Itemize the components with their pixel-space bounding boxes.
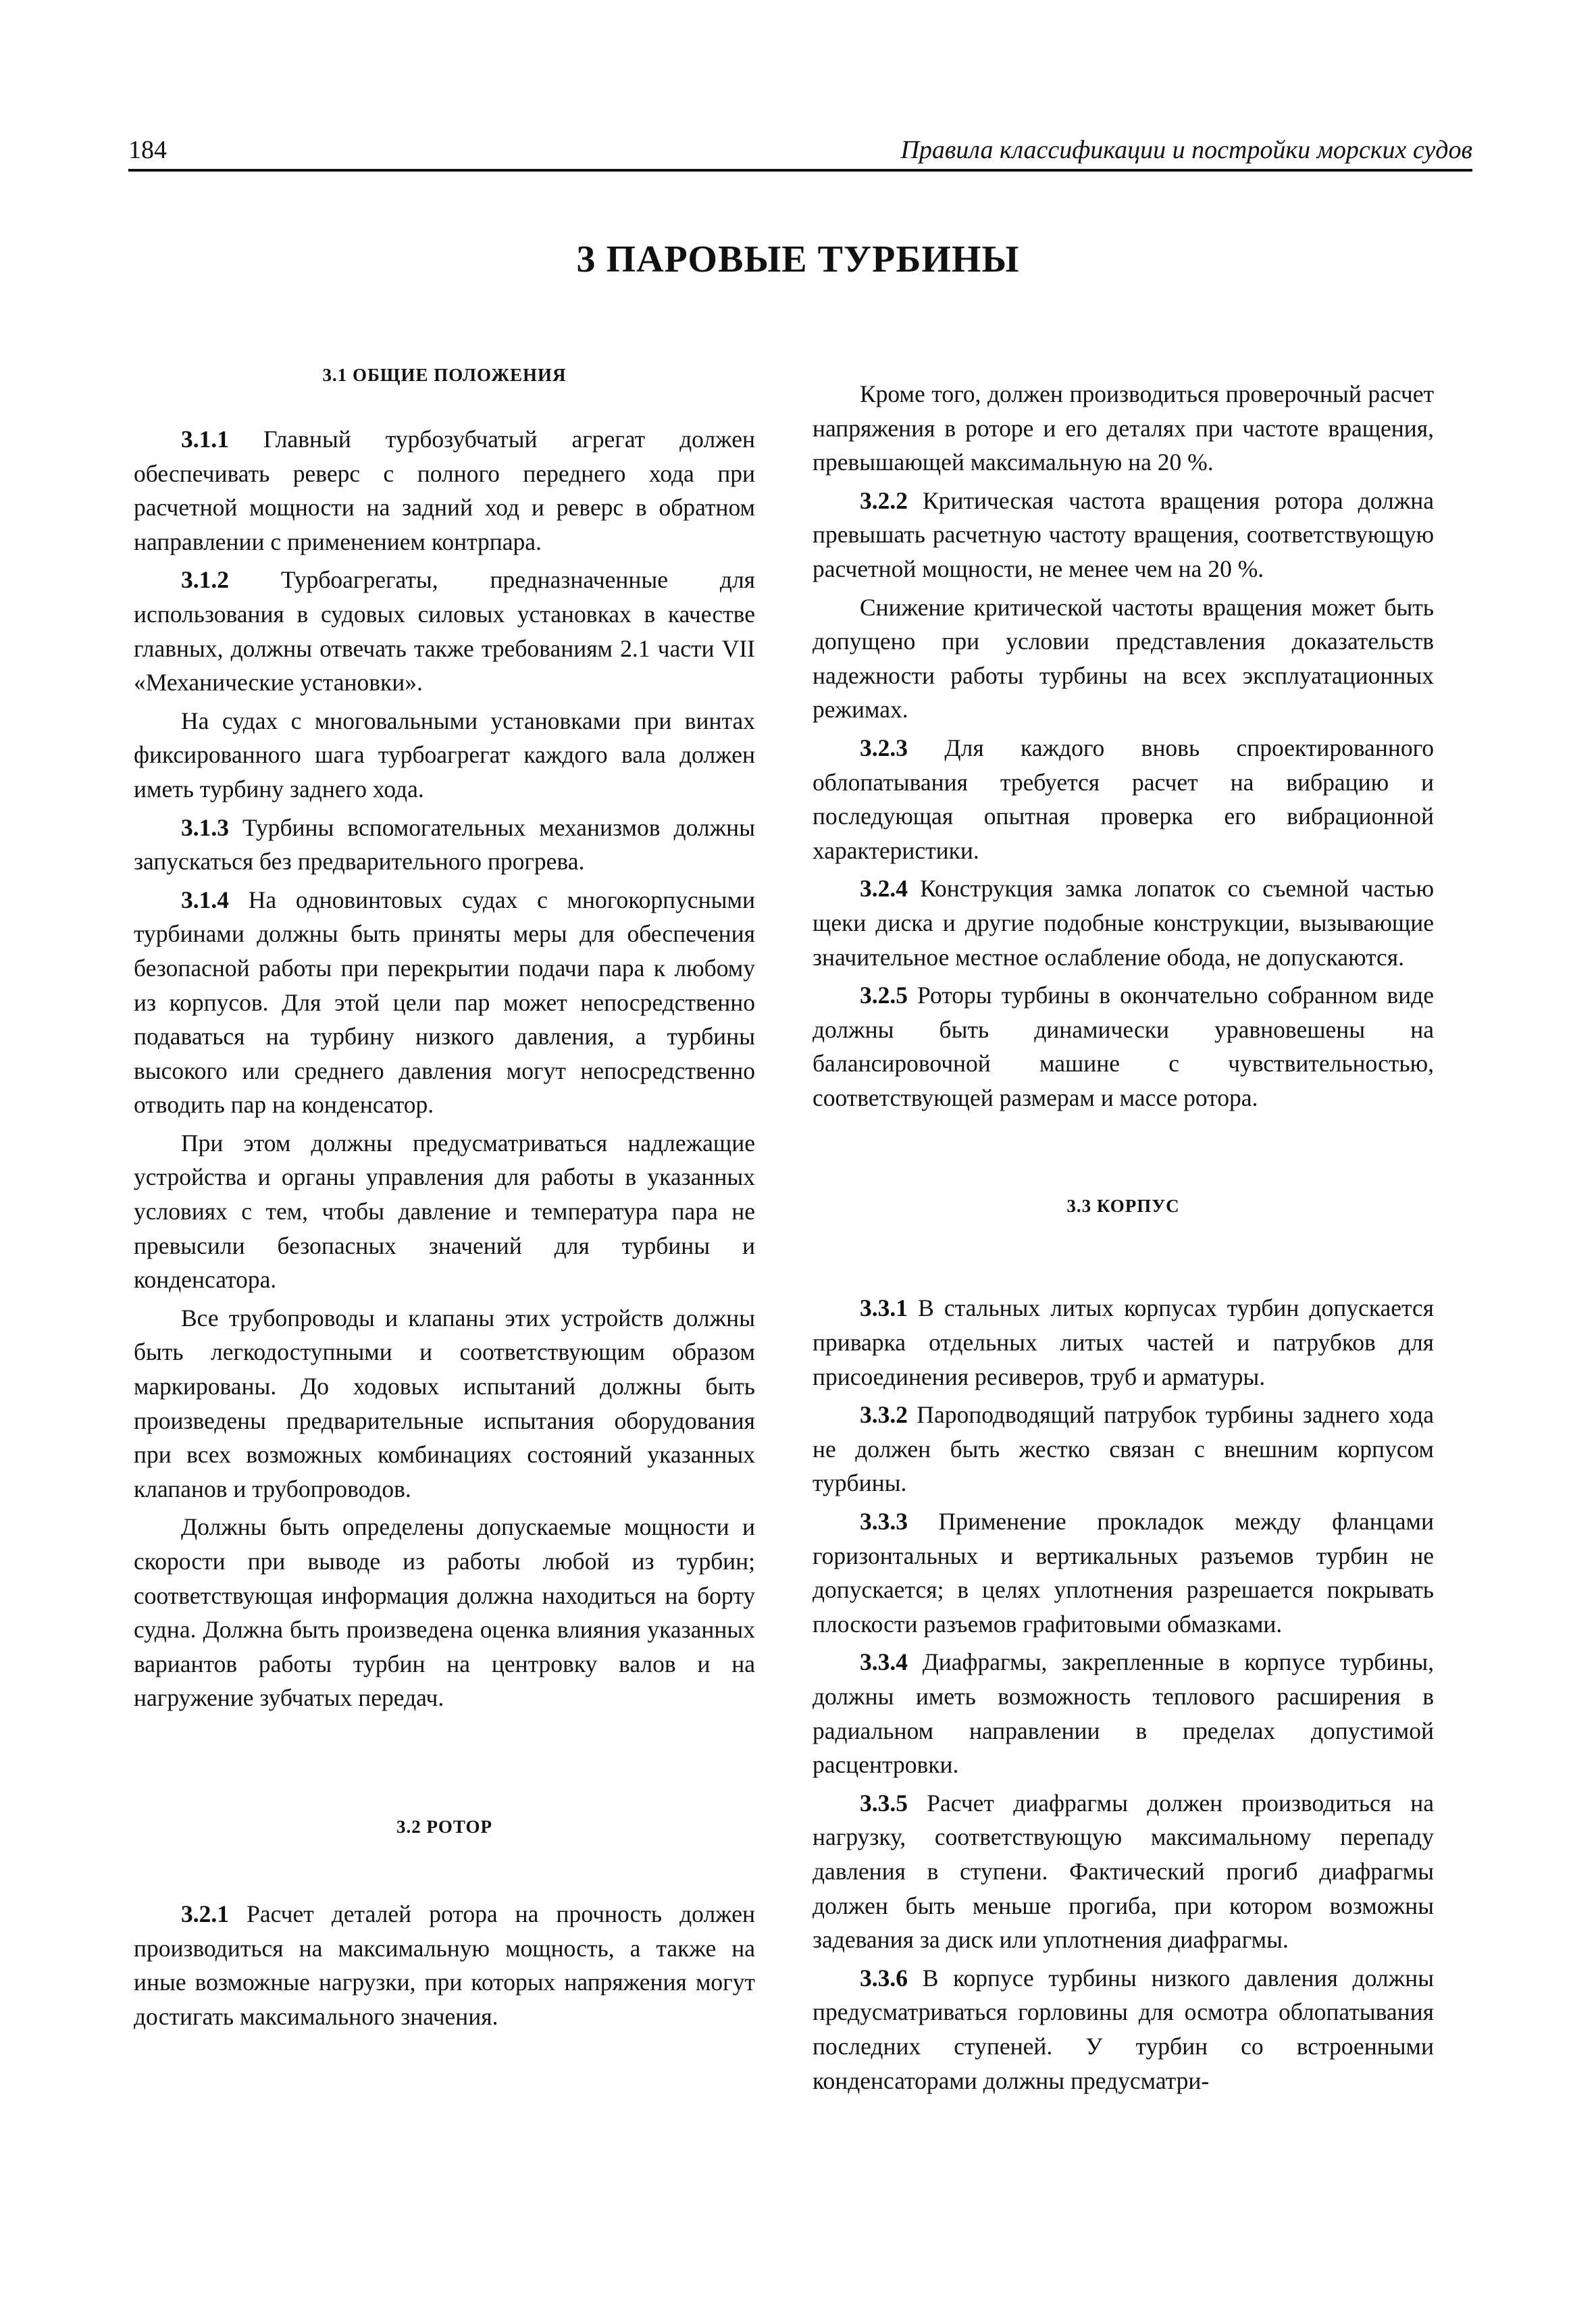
paragraph-3-3-2 [813,1398,1434,1500]
running-title: Правила классификации и постройки морских судов [900,136,1472,164]
clause-text: Для каждого вновь спроектированного облопатывания требуется расчет на вибрацию и последующая опытная проверка его вибрационной характеристики. [813,734,1434,864]
clause-text: Критическая частота вращения ротора должна превышать расчетную частоту вращения, соответствующую расчетной мощности, не менее чем на 20 %. [813,486,1434,582]
chapter-title: 3 ПАРОВЫЕ ТУРБИНЫ [576,238,1020,280]
clause-number: 3.3.3 [860,1508,908,1536]
clause-text: Турбоагрегаты, предназначенные для использования в судовых силовых установках в качестве главных, должны отвечать также требованиям 2.1 части VII «Механические установки». [134,566,755,696]
paragraph-3-3-6 [813,1961,1434,2098]
clause-number: 3.3.6 [860,1964,908,1992]
paragraph-3-1-3 [134,811,755,879]
clause-text: Турбины вспомогательных механизмов должны запускаться без предварительного прогрева. [134,813,755,876]
paragraph-3-3-4 [813,1645,1434,1781]
clause-text: Конструкция замка лопаток со съемной частью щеки диска и другие подобные конструкции, вызывающие значительное местное ослабление обода, не допускаются. [813,875,1434,971]
clause-number: 3.1.3 [181,813,229,841]
paragraph-3-1-1 [134,422,755,559]
clause-text: В корпусе турбины низкого давления должны предусматриваться горловины для осмотра облопатывания последних ступеней. У турбин со встроенными конденсаторами должны предусматри- [813,1964,1434,2094]
clause-text: Главный турбозубчатый агрегат должен обеспечивать реверс с полного переднего хода при расчетной мощности на задний ход и реверс в обратном направлении с применением контрпара. [134,426,755,555]
page-number: 184 [128,136,167,164]
clause-number: 3.2.5 [860,982,908,1009]
section-heading-3-3: 3.3 КОРПУС [1066,1196,1180,1217]
paragraph-text: Должны быть определены допускаемые мощности и скорости при выводе из работы любой из турбин; соответствующая информация должна находиться на борту судна. Должна быть произведена оценка влияния указанных вариантов работы турбин на центровку валов и на нагружение зубчатых передач. [134,1513,755,1712]
paragraph-3-2-2 [813,484,1434,586]
clause-number: 3.2.4 [860,875,908,903]
clause-text: Расчет диафрагмы должен производиться на нагрузку, соответствующую максимальному перепаду давления в ступени. Фактический прогиб диафрагмы должен быть меньше прогиба, при котором возможны задевания за диск или уплотнения диафрагмы. [813,1789,1434,1954]
paragraph-3-3-5 [813,1786,1434,1957]
clause-text: Пароподводящий патрубок турбины заднего хода не должен быть жестко связан с внешним корпусом турбины. [813,1401,1434,1497]
clause-number: 3.3.4 [860,1648,908,1676]
paragraph-text: При этом должны предусматриваться надлежащие устройства и органы управления для работы в указанных условиях с тем, чтобы давление и температура пара не превысили безопасных значений для турбины и конденсатора. [134,1129,755,1294]
left-column [134,365,755,2033]
paragraph-text: На судах с многовальными установками при винтах фиксированного шага турбоагрегат каждого вала должен иметь турбину заднего хода. [134,707,755,803]
clause-number: 3.2.2 [860,486,908,514]
paragraph-3-1-4 [134,883,755,1122]
paragraph-3-1-2 [134,563,755,699]
right-column [813,377,1434,2098]
clause-text: Применение прокладок между фланцами горизонтальных и вертикальных разъемов турбин не допускается; в целях уплотнения разрешается покрывать плоскости разъемов графитовыми обмазками. [813,1508,1434,1638]
clause-text: В стальных литых корпусах турбин допускается приварка отдельных литых частей и патрубков для присоединения ресиверов, труб и арматуры. [813,1294,1434,1390]
clause-text: Диафрагмы, закрепленные в корпусе турбины, должны иметь возможность теплового расширения в радиальном направлении в пределах допустимой расцентровки. [813,1648,1434,1779]
paragraph-text: Снижение критической частоты вращения может быть допущено при условии представления доказательств надежности работы турбины на всех эксплуатационных режимах. [813,593,1434,724]
clause-text: Расчет деталей ротора на прочность должен производиться на максимальную мощность, а также на иные возможные нагрузки, при которых напряжения могут достигать максимального значения. [134,1900,755,2030]
section-heading-3-1: 3.1 ОБЩИЕ ПОЛОЖЕНИЯ [322,365,567,385]
clause-text: Роторы турбины в окончательно собранном виде должны быть динамически уравновешены на балансировочной машине с чувствительностью, соответствующей размерам и массе ротора. [813,982,1434,1111]
clause-number: 3.2.3 [860,734,908,761]
paragraph-3-2-4 [813,871,1434,974]
clause-number: 3.3.1 [860,1294,908,1322]
clause-number: 3.2.1 [181,1900,229,1927]
clause-text: На одновинтовых судах с многокорпусными турбинами должны быть приняты меры для обеспечения безопасной работы при перекрытии подачи пара к любому из корпусов. Для этой цели пар может непосредственно подаваться на турбину низкого давления, а турбины высокого или среднего давления могут непосредственно отводить пар на конденсатор. [134,886,755,1119]
paragraph-3-2-1 [134,1897,755,2033]
clause-number: 3.3.2 [860,1401,908,1429]
clause-number: 3.3.5 [860,1789,908,1817]
clause-number: 3.1.2 [181,566,229,594]
clause-number: 3.1.1 [181,426,229,453]
page-header [128,127,1472,172]
clause-number: 3.1.4 [181,886,229,913]
paragraph-3-2-3 [813,731,1434,867]
section-heading-3-2: 3.2 РОТОР [396,1816,492,1837]
paragraph-text: Кроме того, должен производиться проверочный расчет напряжения в роторе и его деталях при частоте вращения, превышающей максимальную на 20 %. [813,380,1434,476]
paragraph-3-2-5 [813,978,1434,1115]
paragraph-text: Все трубопроводы и клапаны этих устройств должны быть легкодоступными и соответствующим образом маркированы. До ходовых испытаний должны быть произведены предварительные испытания оборудования при всех возможных комбинациях состояний указанных клапанов и трубопроводов. [134,1304,755,1502]
paragraph-3-3-1 [813,1291,1434,1394]
paragraph-3-3-3 [813,1504,1434,1641]
